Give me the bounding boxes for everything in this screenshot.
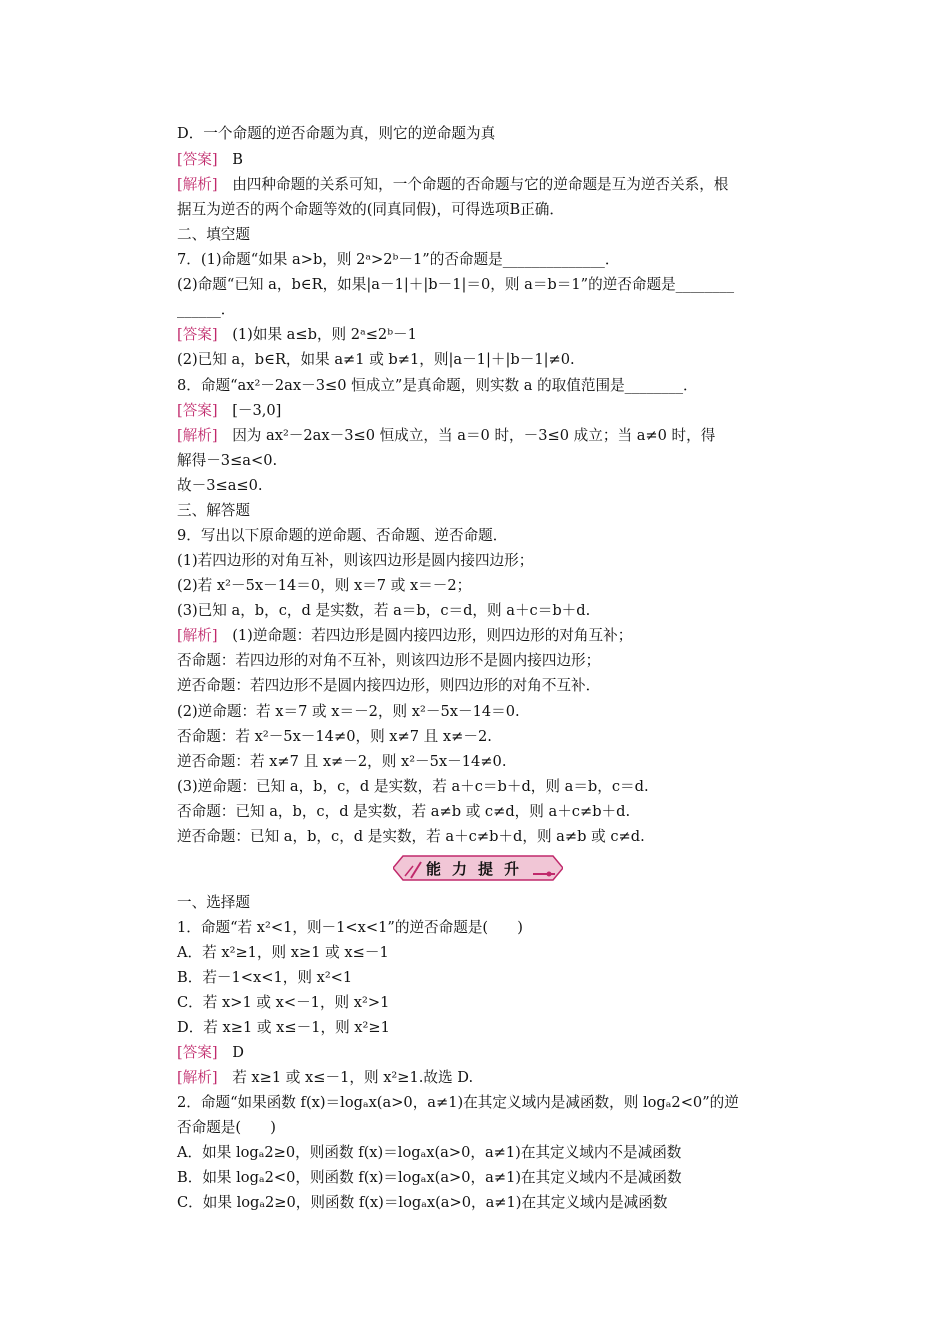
- option-c: C．如果 logₐ2≥0，则函数 f(x)＝logₐx(a>0，a≠1)在其定义域内是减函数: [177, 1194, 668, 1211]
- question-9: 9．写出以下原命题的逆命题、否命题、逆否命题．: [177, 527, 508, 544]
- text-line: 解得－3≤a<0.: [177, 452, 278, 469]
- text-line: 否命题：已知 a，b，c，d 是实数，若 a≠b 或 c≠d，则 a＋c≠b＋d.: [177, 803, 631, 820]
- analysis-tag: [解析]: [177, 627, 218, 644]
- section-heading: 二、填空题: [177, 226, 250, 243]
- section-banner: [393, 852, 563, 884]
- text-line: (2)逆命题：若 x＝7 或 x＝－2，则 x²－5x－14＝0.: [177, 703, 520, 720]
- question-2: 2．命题“如果函数 f(x)＝logₐx(a>0，a≠1)在其定义域内是减函数，则 logₐ2<0”的逆: [177, 1094, 739, 1111]
- answer-tag: [答案]: [177, 402, 218, 419]
- option-b: B．如果 logₐ2<0，则函数 f(x)＝logₐx(a>0，a≠1)在其定义域内不是减函数: [177, 1169, 682, 1186]
- question-9-1: (1)若四边形的对角互补，则该四边形是圆内接四边形；: [177, 552, 534, 569]
- analysis-line: [177, 175, 728, 195]
- text-line: 逆否命题：若 x≠7 且 x≠－2，则 x²－5x－14≠0.: [177, 753, 507, 770]
- answer-line: [177, 1043, 244, 1063]
- analysis-tag: [解析]: [177, 1069, 218, 1086]
- answer-line: [177, 401, 281, 421]
- analysis-line: [177, 626, 632, 646]
- option-b: B．若－1<x<1，则 x²<1: [177, 969, 353, 986]
- analysis-text: 因为 ax²－2ax－3≤0 恒成立，当 a＝0 时，－3≤0 成立；当 a≠0 时，得: [232, 427, 716, 444]
- analysis-line: [177, 1068, 473, 1088]
- question-7-2-cont: ______．: [177, 301, 236, 318]
- analysis-line: [177, 426, 715, 446]
- answer-tag: [答案]: [177, 1044, 218, 1061]
- analysis-tag: [解析]: [177, 427, 218, 444]
- option-c: C．若 x>1 或 x<－1，则 x²>1: [177, 994, 390, 1011]
- banner-title: 能力提升: [425, 860, 530, 878]
- answer-value: (1)如果 a≤b，则 2ᵃ≤2ᵇ－1: [232, 326, 417, 343]
- section-heading: 一、选择题: [177, 894, 250, 911]
- text-line: 逆否命题：若四边形不是圆内接四边形，则四边形的对角不互补．: [177, 677, 601, 694]
- text-line: 故－3≤a≤0.: [177, 477, 263, 494]
- answer-line: [177, 325, 417, 345]
- question-1: 1．命题“若 x²<1，则－1<x<1”的逆否命题是( ): [177, 919, 523, 936]
- text-line: (3)逆命题：已知 a，b，c，d 是实数，若 a＋c＝b＋d，则 a＝b，c＝d.: [177, 778, 649, 795]
- question-9-3: (3)已知 a，b，c，d 是实数，若 a＝b，c＝d，则 a＋c＝b＋d.: [177, 602, 591, 619]
- answer-value: B: [232, 151, 243, 168]
- analysis-tag: [解析]: [177, 176, 218, 193]
- question-9-2: (2)若 x²－5x－14＝0，则 x＝7 或 x＝－2；: [177, 577, 472, 594]
- answer-value: D: [232, 1044, 244, 1061]
- text-line: 逆否命题：已知 a，b，c，d 是实数，若 a＋c≠b＋d，则 a≠b 或 c≠d.: [177, 828, 645, 845]
- answer-tag: [答案]: [177, 151, 218, 168]
- analysis-text: 由四种命题的关系可知，一个命题的否命题与它的逆命题是互为逆否关系，根: [232, 176, 729, 193]
- question-7-1: 7．(1)命题“如果 a>b，则 2ᵃ>2ᵇ－1”的否命题是______________．: [177, 251, 620, 268]
- analysis-text: (1)逆命题：若四边形是圆内接四边形，则四边形的对角互补；: [232, 627, 633, 644]
- analysis-text: 若 x≥1 或 x≤－1，则 x²≥1.故选 D.: [232, 1069, 474, 1086]
- answer-line: [177, 150, 243, 170]
- answer-tag: [答案]: [177, 326, 218, 343]
- option-a: A．如果 logₐ2≥0，则函数 f(x)＝logₐx(a>0，a≠1)在其定义域内不是减函数: [177, 1144, 682, 1161]
- question-2-cont: 否命题是( ): [177, 1119, 276, 1136]
- text-line: 否命题：若四边形的对角不互补，则该四边形不是圆内接四边形；: [177, 652, 601, 669]
- answer-7-2: (2)已知 a，b∈R，如果 a≠1 或 b≠1，则|a－1|＋|b－1|≠0.: [177, 351, 575, 368]
- option-a: A．若 x²≥1，则 x≥1 或 x≤－1: [177, 944, 389, 961]
- answer-value: [－3,0]: [232, 402, 282, 419]
- question-8: 8．命题“ax²－2ax－3≤0 恒成立”是真命题，则实数 a 的取值范围是________．: [177, 377, 698, 394]
- text-line: 据互为逆否的两个命题等效的(同真同假)，可得选项B正确．: [177, 201, 564, 218]
- question-7-2: (2)命题“已知 a，b∈R，如果|a－1|＋|b－1|＝0，则 a＝b＝1”的逆否命题是________: [177, 276, 735, 293]
- text-line: 否命题：若 x²－5x－14≠0，则 x≠7 且 x≠－2.: [177, 728, 492, 745]
- option-d: D．若 x≥1 或 x≤－1，则 x²≥1: [177, 1019, 390, 1036]
- section-heading: 三、解答题: [177, 502, 250, 519]
- option-d-line: D．一个命题的逆否命题为真，则它的逆命题为真: [177, 125, 496, 142]
